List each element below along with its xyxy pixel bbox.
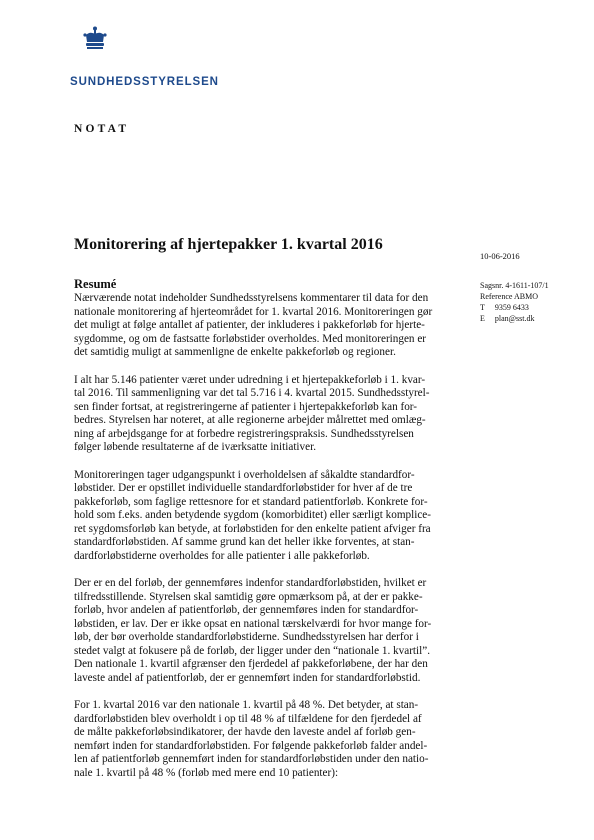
document-meta bbox=[480, 280, 549, 324]
text-line: For 1. kvartal 2016 var den nationale 1. kvartil på 48 %. Det betyder, at stan- bbox=[74, 699, 419, 711]
paragraph bbox=[74, 292, 446, 360]
text-line: løb, der bør overholde standardforløbstiderne. Sundhedsstyrelsen har derfor i bbox=[74, 631, 419, 643]
text-line: Den nationale 1. kvartil afgrænser den fjerdedel af pakkeforløbene, der har den bbox=[74, 658, 428, 670]
text-line: det samtidig muligt at sammenligne de enkelte pakkeforløb og regioner. bbox=[74, 346, 396, 358]
text-line: tilfredsstillende. Styrelsen skal samtidig gøre opmærksom på, at der er pakke- bbox=[74, 590, 423, 603]
text-line: laveste andel af patientforløb, der er gennemført inden for standardforløbstid. bbox=[74, 671, 421, 684]
page-title: Monitorering af hjertepakker 1. kvartal 2016 bbox=[74, 236, 383, 253]
text-line: Monitoreringen tager udgangspunkt i overholdelsen af såkaldte standardfor- bbox=[74, 468, 415, 481]
text-line: hold som f.eks. anden betydende sygdom (komorbiditet) eller særligt komplice- bbox=[74, 509, 431, 521]
text-line: nemført inden for standardforløbstiden. For følgende pakkeforløb falder andel- bbox=[74, 739, 428, 752]
text-line: standardforløbstiden. Af samme grund kan det heller ikke forventes, at stan- bbox=[74, 536, 415, 548]
email-line bbox=[480, 313, 549, 324]
text-line: dardforløbstiderne overholdes for alle patienter i alle pakkeforløb. bbox=[74, 549, 370, 562]
phone-line bbox=[480, 302, 549, 313]
text-line: nationale monitorering af hjerteområdet for 1. kvartal 2016. Monitoreringen gør bbox=[74, 305, 433, 318]
text-line: ning af arbejdsgange for at forbedre registreringspraksis. Sundhedsstyrelsen bbox=[74, 427, 414, 440]
document-type: NOTAT bbox=[74, 123, 130, 135]
reference: Reference ABMO bbox=[480, 292, 538, 301]
text-line: løbstiden, er lav. Der er ikke opsat en national tærskelværdi for hvor mange for- bbox=[74, 617, 432, 630]
text-line: forløb, hvor andelen af patientforløb, der gennemføres inden for standardfor- bbox=[74, 604, 419, 616]
paragraph bbox=[74, 374, 446, 455]
text-line: I alt har 5.146 patienter været under udredning i et hjertepakkeforløb i 1. kvar- bbox=[74, 373, 426, 386]
text-line: Der er en del forløb, der gennemføres indenfor standardforløbstiden, hvilket er bbox=[74, 577, 427, 589]
section-heading-resume: Resumé bbox=[74, 277, 117, 291]
phone-label: T bbox=[480, 303, 485, 312]
phone-number: 9359 6433 bbox=[494, 303, 529, 312]
text-line: pakkeforløb, som faglige rettesnore for et standard patientforløb. Konkrete for- bbox=[74, 495, 428, 508]
text-line: ret sygdomsforløb kan betyde, at forløbstiden for den enkelte patient afviger fra bbox=[74, 522, 431, 535]
text-line: dardforløbstiden blev overholdt i op til 48 % af tilfældene for den fjerdedel af bbox=[74, 712, 422, 725]
text-line: nale 1. kvartil på 48 % (forløb med mere end 10 patienter): bbox=[74, 766, 339, 779]
crown-icon bbox=[80, 26, 110, 52]
email-address[interactable]: plan@sst.dk bbox=[494, 314, 535, 323]
document-date: 10-06-2016 bbox=[480, 251, 520, 261]
text-line: len af patientforløb gennemført inden for standardforløbstiden under den natio- bbox=[74, 753, 429, 765]
text-line: sygdomme, og om de fastsatte forløbstider overholdes. Med monitoreringen er bbox=[74, 332, 427, 345]
text-line: følger løbende resultaterne af de iværksatte initiativer. bbox=[74, 441, 316, 453]
paragraph bbox=[74, 469, 446, 564]
logo bbox=[70, 26, 230, 88]
text-line: de målte pakkeforløbsindikatorer, der havde den laveste andel af forløb gen- bbox=[74, 726, 416, 738]
text-line: sen finder fortsat, at registreringerne af patienter i hjertepakkeforløb kan for- bbox=[74, 400, 418, 413]
paragraph bbox=[74, 577, 446, 685]
text-line: løbstider. Der er opstillet individuelle standardforløbstider for hver af de tre bbox=[74, 482, 413, 494]
logo-text: SUNDHEDSSTYRELSEN bbox=[70, 76, 219, 88]
text-line: det muligt at følge antallet af patienter, der inkluderes i pakkeforløb for hjerte- bbox=[74, 319, 425, 331]
email-label: E bbox=[480, 314, 485, 323]
text-line: stedet valgt at fokusere på de forløb, der ligger under den “nationale 1. kvartil”. bbox=[74, 644, 431, 657]
text-line: Nærværende notat indeholder Sundhedsstyrelsens kommentarer til data for den bbox=[74, 292, 429, 304]
paragraph bbox=[74, 699, 446, 780]
case-number: Sagsnr. 4-1611-107/1 bbox=[480, 281, 549, 290]
text-line: bedres. Styrelsen har noteret, at alle regionerne arbejder målrettet med omlæg- bbox=[74, 414, 426, 426]
text-line: tal 2016. Til sammenligning var det tal 5.716 i 4. kvartal 2015. Sundhedsstyrel- bbox=[74, 387, 430, 399]
body-text bbox=[74, 292, 446, 794]
